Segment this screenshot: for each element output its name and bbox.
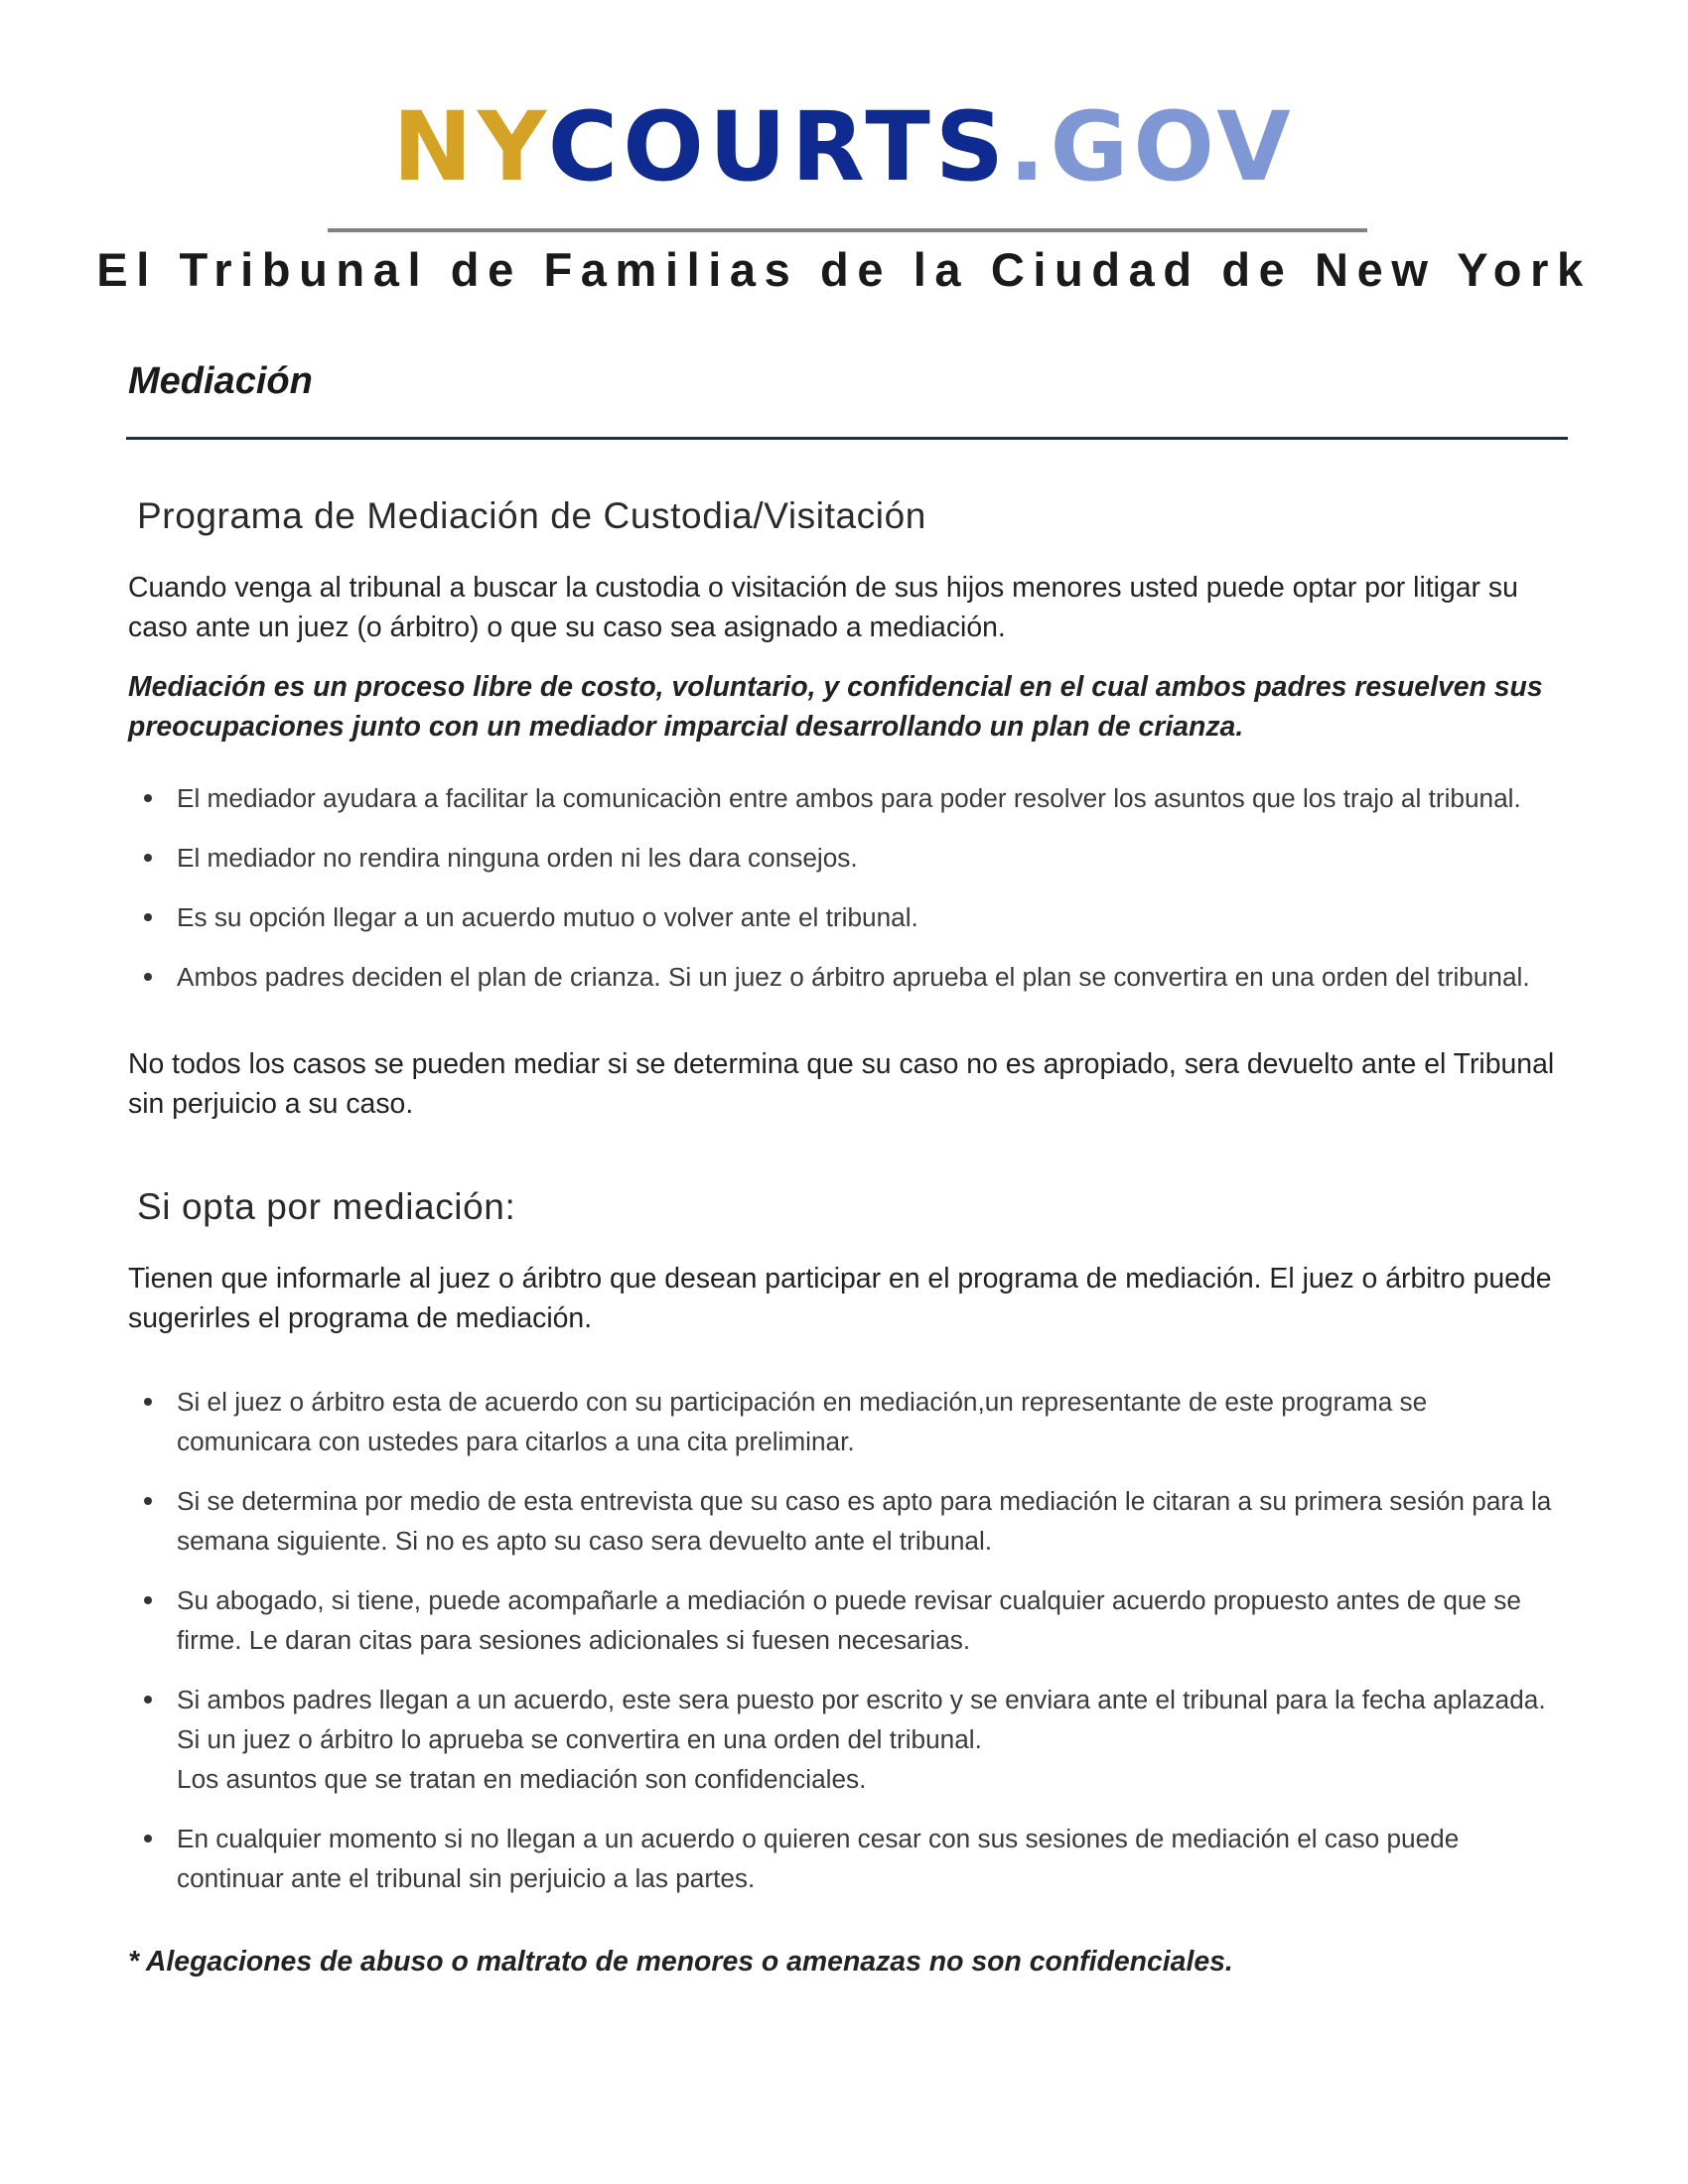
bullet-icon [144, 1835, 152, 1843]
bullet-icon [144, 1696, 152, 1704]
list-item-text: En cualquier momento si no llegan a un acuerdo o quieren cesar con sus sesiones de mediación el caso puede continuar ante el tribunal sin perjuicio a las partes. [177, 1824, 1460, 1893]
list-item-text: Ambos padres deciden el plan de crianza. Si un juez o árbitro aprueba el plan se convertira en una orden del tribunal. [177, 962, 1530, 992]
opt-in-heading: Si opta por mediación: [137, 1186, 516, 1227]
confidentiality-footnote: * Alegaciones de abuso o maltrato de menores o amenazas no son confidenciales. [128, 1946, 1233, 1978]
list-item [128, 778, 1568, 818]
opt-in-bullet-list [128, 1382, 1568, 1898]
court-title: El Tribunal de Familias de la Ciudad de New York [96, 243, 1592, 296]
bullet-icon [144, 794, 152, 802]
bullet-icon [144, 1398, 152, 1406]
bullet-icon [144, 854, 152, 862]
logo-divider [328, 228, 1367, 232]
logo-gov: .GOV [1009, 91, 1296, 203]
list-item [128, 897, 1568, 937]
list-item [128, 957, 1568, 997]
list-item [128, 1580, 1568, 1660]
list-item [128, 1481, 1568, 1561]
bullet-icon [144, 973, 152, 981]
list-item-text: El mediador ayudara a facilitar la comunicaciòn entre ambos para poder resolver los asuntos que los trajo al tribunal. [177, 783, 1521, 813]
program-intro: Cuando venga al tribunal a buscar la custodia o visitación de sus hijos menores usted puede optar por litigar su caso ante un juez (o árbitro) o que su caso sea asignado a mediación. [128, 572, 1518, 643]
bullet-icon [144, 913, 152, 921]
list-item [128, 1819, 1568, 1898]
list-item [128, 1382, 1568, 1461]
bullet-icon [144, 1497, 152, 1505]
nycourts-logo [0, 91, 1688, 203]
logo-courts: COURTS [547, 91, 1010, 203]
list-item-text: Si ambos padres llegan a un acuerdo, este sera puesto por escrito y se enviara ante el tribunal para la fecha aplazada. Si un juez o árbitro lo aprueba se convertira en una orden del tribunal. [177, 1685, 1546, 1754]
program-note: No todos los casos se pueden mediar si se determina que su caso no es apropiado, sera devuelto ante el Tribunal sin perjuicio a su caso. [128, 1048, 1555, 1120]
program-bullet-list [128, 778, 1568, 997]
list-item-text: Si se determina por medio de esta entrevista que su caso es apto para mediación le citaran a su primera sesión para la semana siguiente. Si no es apto su caso sera devuelto ante el tribunal. [177, 1486, 1552, 1556]
list-item-text: El mediador no rendira ninguna orden ni les dara consejos. [177, 843, 858, 873]
list-item-text-continued: Los asuntos que se tratan en mediación son confidenciales. [177, 1764, 867, 1794]
list-item [128, 1680, 1568, 1799]
program-emphasis: Mediación es un proceso libre de costo, voluntario, y confidencial en el cual ambos padres resuelven sus preocupaciones junto con un mediador imparcial desarrollando un plan de crianza. [128, 671, 1543, 743]
list-item [128, 838, 1568, 878]
list-item-text: Su abogado, si tiene, puede acompañarle a mediación o puede revisar cualquier acuerdo propuesto antes de que se firme. Le daran citas para sesiones adicionales si fuesen necesarias. [177, 1585, 1521, 1655]
list-item-text: Es su opción llegar a un acuerdo mutuo o volver ante el tribunal. [177, 902, 918, 932]
section-title: Mediación [128, 360, 313, 402]
list-item-text: Si el juez o árbitro esta de acuerdo con su participación en mediación,un representante de este programa se comunicara con ustedes para citarlos a una cita preliminar. [177, 1387, 1428, 1456]
bullet-icon [144, 1596, 152, 1604]
opt-in-intro: Tienen que informarle al juez o áribtro que desean participar en el programa de mediación. El juez o árbitro puede sugerirles el programa de mediación. [128, 1263, 1552, 1334]
section-divider [126, 437, 1568, 440]
logo-ny: NY [392, 91, 548, 203]
program-heading: Programa de Mediación de Custodia/Visitación [137, 495, 926, 536]
main-content [128, 486, 1568, 1981]
